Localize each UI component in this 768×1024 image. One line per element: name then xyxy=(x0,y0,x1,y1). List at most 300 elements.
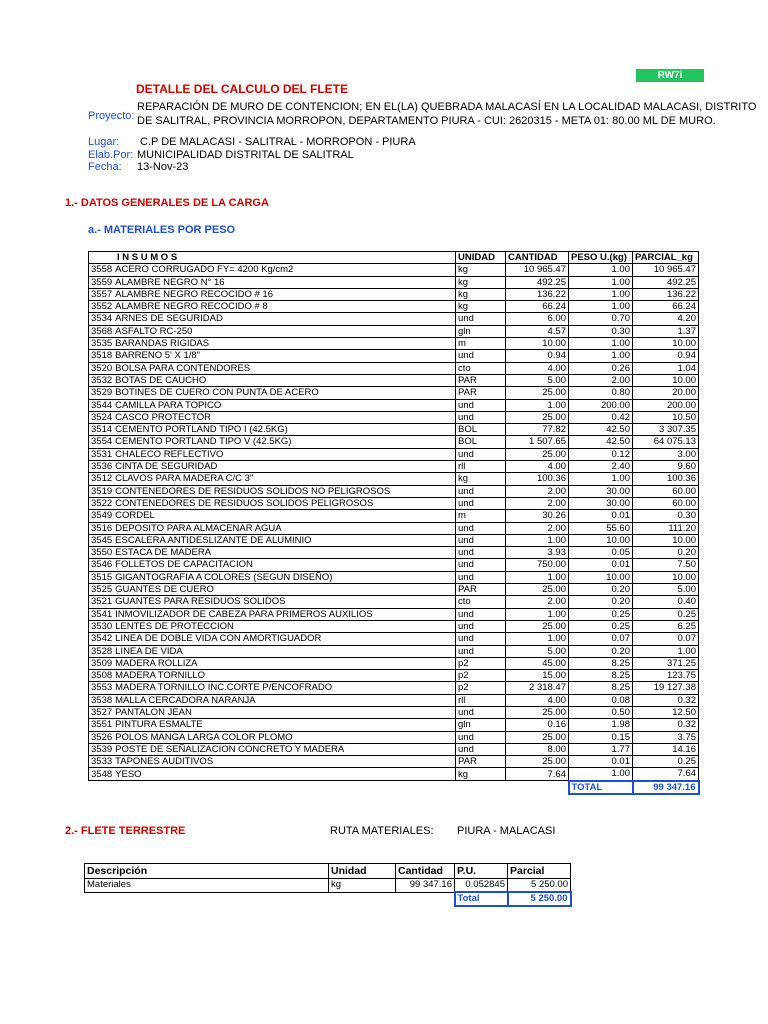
material-parcial: 7.64 xyxy=(633,768,699,781)
material-unit: BOL xyxy=(456,436,506,448)
material-code: 3545 xyxy=(91,534,113,546)
material-code: 3521 xyxy=(91,596,113,608)
material-code: 3550 xyxy=(91,547,113,559)
material-peso: 0.15 xyxy=(569,731,633,743)
material-code: 3557 xyxy=(91,288,113,300)
material-insumo-cell xyxy=(89,633,456,645)
material-peso: 0.01 xyxy=(569,756,633,768)
material-row xyxy=(89,313,699,325)
material-unit: und xyxy=(456,645,506,657)
lugar-label: Lugar: xyxy=(88,136,120,148)
material-peso: 0.30 xyxy=(569,325,633,337)
material-row xyxy=(89,682,699,694)
material-code: 3552 xyxy=(91,301,113,313)
material-unit: p2 xyxy=(456,670,506,682)
material-unit: BOL xyxy=(456,424,506,436)
material-parcial: 200.00 xyxy=(633,399,699,411)
material-insumo-cell xyxy=(89,338,456,350)
material-insumo-cell xyxy=(89,288,456,300)
material-name: BARRENO 5' X 1/8" xyxy=(115,350,201,362)
material-insumo-cell xyxy=(89,473,456,485)
material-row xyxy=(89,596,699,608)
material-insumo-cell xyxy=(89,461,456,473)
material-name: ASFALTO RC-250 xyxy=(115,325,193,337)
material-qty: 4.57 xyxy=(506,325,569,337)
material-name: LINEA DE VIDA xyxy=(115,645,183,657)
material-parcial: 0.32 xyxy=(633,694,699,706)
material-code: 3536 xyxy=(91,461,113,473)
flete-unit: kg xyxy=(329,879,396,893)
material-row xyxy=(89,399,699,411)
material-insumo-cell xyxy=(89,374,456,386)
material-parcial: 20.00 xyxy=(633,387,699,399)
material-name: BOTAS DE CAUCHO xyxy=(115,374,207,386)
material-insumo-cell xyxy=(89,559,456,571)
material-qty: 100.36 xyxy=(506,473,569,485)
material-peso: 0.20 xyxy=(569,645,633,657)
material-code: 3534 xyxy=(91,313,113,325)
material-qty: 2 318.47 xyxy=(506,682,569,694)
material-unit: und xyxy=(456,731,506,743)
material-qty: 750.00 xyxy=(506,559,569,571)
material-qty: 2.00 xyxy=(506,522,569,534)
material-unit: PAR xyxy=(456,387,506,399)
material-insumo-cell xyxy=(89,350,456,362)
material-code: 3558 xyxy=(91,264,113,276)
material-code: 3553 xyxy=(91,682,113,694)
material-parcial: 0.32 xyxy=(633,719,699,731)
material-name: CLAVOS PARA MADERA C/C 3" xyxy=(115,473,254,485)
material-unit: und xyxy=(456,411,506,423)
material-unit: und xyxy=(456,571,506,583)
material-qty: 25.00 xyxy=(506,411,569,423)
material-insumo-cell xyxy=(89,497,456,509)
material-insumo-cell xyxy=(89,719,456,731)
material-peso: 0.42 xyxy=(569,411,633,423)
material-peso: 0.26 xyxy=(569,362,633,374)
material-peso: 8.25 xyxy=(569,682,633,694)
material-name: ARNES DE SEGURIDAD xyxy=(115,313,223,325)
materials-table xyxy=(88,251,700,795)
material-row xyxy=(89,534,699,546)
material-code: 3548 xyxy=(91,768,113,780)
material-name: BARANDAS RIGIDAS xyxy=(115,338,210,350)
material-name: BOTINES DE CUERO CON PUNTA DE ACERO xyxy=(115,387,319,399)
material-name: DEPOSITO PARA ALMACENAR AGUA xyxy=(115,522,282,534)
material-parcial: 7.50 xyxy=(633,559,699,571)
material-parcial: 0.25 xyxy=(633,756,699,768)
material-name: TAPONES AUDITIVOS xyxy=(115,756,214,768)
material-qty: 1.00 xyxy=(506,633,569,645)
material-name: ESTACA DE MADERA xyxy=(115,547,212,559)
material-parcial: 66.24 xyxy=(633,301,699,313)
material-peso: 0.12 xyxy=(569,448,633,460)
material-peso: 1.00 xyxy=(569,288,633,300)
material-qty: 2.00 xyxy=(506,497,569,509)
material-unit: m xyxy=(456,510,506,522)
material-qty: 15.00 xyxy=(506,670,569,682)
material-unit: gln xyxy=(456,719,506,731)
material-unit: und xyxy=(456,620,506,632)
col-cantidad: CANTIDAD xyxy=(506,252,569,264)
material-peso: 55.60 xyxy=(569,522,633,534)
material-row xyxy=(89,411,699,423)
lugar-value: C.P DE MALACASI - SALITRAL - MORROPON - PIURA xyxy=(140,136,416,148)
material-parcial: 60.00 xyxy=(633,485,699,497)
material-unit: kg xyxy=(456,301,506,313)
material-peso: 0.70 xyxy=(569,313,633,325)
material-code: 3524 xyxy=(91,411,113,423)
material-parcial: 10.00 xyxy=(633,374,699,386)
material-peso: 0.08 xyxy=(569,694,633,706)
material-peso: 1.00 xyxy=(569,768,633,781)
material-qty: 77.82 xyxy=(506,424,569,436)
fecha-value: 13-Nov-23 xyxy=(137,161,189,173)
material-parcial: 0.07 xyxy=(633,633,699,645)
material-unit: cto xyxy=(456,362,506,374)
material-name: GUANTES DE CUERO xyxy=(115,584,214,596)
material-parcial: 10.00 xyxy=(633,338,699,350)
material-code: 3528 xyxy=(91,645,113,657)
material-insumo-cell xyxy=(89,325,456,337)
material-name: YESO xyxy=(115,768,142,780)
material-unit: rll xyxy=(456,694,506,706)
material-name: GUANTES PARA RESIDUOS SOLIDOS xyxy=(115,596,286,608)
material-row xyxy=(89,473,699,485)
material-peso: 0.25 xyxy=(569,620,633,632)
material-code: 3516 xyxy=(91,522,113,534)
material-peso: 1.00 xyxy=(569,338,633,350)
material-row xyxy=(89,743,699,755)
material-insumo-cell xyxy=(89,620,456,632)
material-unit: und xyxy=(456,399,506,411)
material-code: 3542 xyxy=(91,633,113,645)
flete-header-row xyxy=(85,864,571,879)
material-code: 3559 xyxy=(91,276,113,288)
material-unit: kg xyxy=(456,264,506,276)
material-code: 3551 xyxy=(91,719,113,731)
material-qty: 2.00 xyxy=(506,596,569,608)
material-row xyxy=(89,448,699,460)
material-qty: 1.00 xyxy=(506,534,569,546)
material-name: POLOS MANGA LARGA COLOR PLOMO xyxy=(115,731,293,743)
material-insumo-cell xyxy=(89,301,456,313)
material-parcial: 100.36 xyxy=(633,473,699,485)
material-parcial: 10.00 xyxy=(633,534,699,546)
material-peso: 1.77 xyxy=(569,743,633,755)
material-code: 3546 xyxy=(91,559,113,571)
material-unit: und xyxy=(456,534,506,546)
material-insumo-cell xyxy=(89,264,456,276)
material-parcial: 0.30 xyxy=(633,510,699,522)
material-row xyxy=(89,706,699,718)
flete-col-desc: Descripción xyxy=(85,864,329,879)
material-qty: 25.00 xyxy=(506,731,569,743)
material-code: 3539 xyxy=(91,743,113,755)
material-qty: 4.00 xyxy=(506,362,569,374)
material-row xyxy=(89,301,699,313)
material-peso: 0.20 xyxy=(569,584,633,596)
material-row xyxy=(89,485,699,497)
material-insumo-cell xyxy=(89,657,456,669)
material-insumo-cell xyxy=(89,411,456,423)
material-parcial: 3.75 xyxy=(633,731,699,743)
material-unit: und xyxy=(456,350,506,362)
flete-col-cantidad: Cantidad xyxy=(396,864,455,879)
material-peso: 0.07 xyxy=(569,633,633,645)
material-row xyxy=(89,620,699,632)
materials-header-row xyxy=(89,252,699,264)
material-name: BOLSA PARA CONTENDORES xyxy=(115,362,251,374)
material-qty: 10 965.47 xyxy=(506,264,569,276)
material-parcial: 10 965.47 xyxy=(633,264,699,276)
material-unit: und xyxy=(456,485,506,497)
material-unit: und xyxy=(456,547,506,559)
material-code: 3530 xyxy=(91,620,113,632)
material-name: MADERA TORNILLO INC.CORTE P/ENCOFRADO xyxy=(115,682,333,694)
material-parcial: 10.00 xyxy=(633,571,699,583)
flete-col-parcial: Parcial xyxy=(508,864,571,879)
material-unit: und xyxy=(456,497,506,509)
material-row xyxy=(89,645,699,657)
material-insumo-cell xyxy=(89,596,456,608)
material-peso: 0.01 xyxy=(569,559,633,571)
material-code: 3527 xyxy=(91,706,113,718)
material-qty: 1.00 xyxy=(506,399,569,411)
material-row xyxy=(89,276,699,288)
material-name: CEMENTO PORTLAND TIPO I (42.5KG) xyxy=(115,424,288,436)
material-name: CONTENEDORES DE RESIDUOS SOLIDOS PELIGROSOS xyxy=(115,497,374,509)
elab-value: MUNICIPALIDAD DISTRITAL DE SALITRAL xyxy=(137,149,354,161)
material-row xyxy=(89,559,699,571)
flete-row xyxy=(85,879,571,893)
flete-desc: Materiales xyxy=(85,879,329,893)
material-parcial: 19 127.38 xyxy=(633,682,699,694)
material-insumo-cell xyxy=(89,584,456,596)
material-peso: 1.00 xyxy=(569,301,633,313)
material-code: 3518 xyxy=(91,350,113,362)
material-peso: 0.05 xyxy=(569,547,633,559)
ruta-label: RUTA MATERIALES: xyxy=(330,825,434,837)
material-insumo-cell xyxy=(89,694,456,706)
material-unit: PAR xyxy=(456,374,506,386)
material-code: 3509 xyxy=(91,657,113,669)
material-code: 3568 xyxy=(91,325,113,337)
material-row xyxy=(89,374,699,386)
material-peso: 0.50 xyxy=(569,706,633,718)
material-parcial: 1.00 xyxy=(633,645,699,657)
section-1-heading: 1.- DATOS GENERALES DE LA CARGA xyxy=(65,197,269,209)
material-code: 3533 xyxy=(91,756,113,768)
material-peso: 200.00 xyxy=(569,399,633,411)
col-peso: PESO U.(kg) xyxy=(569,252,633,264)
material-parcial: 136.22 xyxy=(633,288,699,300)
material-peso: 1.00 xyxy=(569,350,633,362)
material-qty: 1.00 xyxy=(506,571,569,583)
material-insumo-cell xyxy=(89,448,456,460)
material-insumo-cell xyxy=(89,387,456,399)
material-insumo-cell xyxy=(89,682,456,694)
material-row xyxy=(89,497,699,509)
material-peso: 0.20 xyxy=(569,596,633,608)
material-insumo-cell xyxy=(89,424,456,436)
flete-total-value: 5 250.00 xyxy=(508,892,571,906)
material-qty: 1 507.65 xyxy=(506,436,569,448)
material-qty: 6.00 xyxy=(506,313,569,325)
material-qty: 30.26 xyxy=(506,510,569,522)
material-name: LENTES DE PROTECCION xyxy=(115,620,234,632)
material-qty: 25.00 xyxy=(506,584,569,596)
material-unit: kg xyxy=(456,473,506,485)
flete-total-row xyxy=(85,892,571,906)
material-peso: 0.80 xyxy=(569,387,633,399)
material-peso: 42.50 xyxy=(569,424,633,436)
material-code: 3544 xyxy=(91,399,113,411)
material-insumo-cell xyxy=(89,534,456,546)
col-unidad: UNIDAD xyxy=(456,252,506,264)
materials-total-row xyxy=(89,781,699,794)
material-insumo-cell xyxy=(89,362,456,374)
material-unit: kg xyxy=(456,276,506,288)
material-parcial: 14.16 xyxy=(633,743,699,755)
material-code: 3531 xyxy=(91,448,113,460)
material-insumo-cell xyxy=(89,276,456,288)
col-parcial: PARCIAL_kg xyxy=(633,252,699,264)
material-row xyxy=(89,768,699,781)
col-insumos: I N S U M O S xyxy=(89,252,456,264)
proyecto-label: Proyecto: xyxy=(88,110,135,122)
material-parcial: 0.40 xyxy=(633,596,699,608)
material-unit: gln xyxy=(456,325,506,337)
material-row xyxy=(89,362,699,374)
fecha-label: Fecha: xyxy=(88,161,122,173)
material-peso: 30.00 xyxy=(569,497,633,509)
material-qty: 25.00 xyxy=(506,448,569,460)
material-qty: 5.00 xyxy=(506,645,569,657)
material-parcial: 4.20 xyxy=(633,313,699,325)
material-name: ALAMBRE NEGRO RECOCIDO # 8 xyxy=(115,301,268,313)
proyecto-line2: DE SALITRAL, PROVINCIA MORROPON, DEPARTAMENTO PIURA - CUI: 2620315 - META 01: 80.00 ML DE MURO. xyxy=(137,115,716,127)
material-qty: 0.16 xyxy=(506,719,569,731)
subsection-a-heading: a.- MATERIALES POR PESO xyxy=(88,224,236,236)
material-unit: cto xyxy=(456,596,506,608)
material-qty: 136.22 xyxy=(506,288,569,300)
material-name: MADERA TORNILLO xyxy=(115,670,206,682)
material-insumo-cell xyxy=(89,743,456,755)
material-row xyxy=(89,510,699,522)
flete-qty: 99 347.16 xyxy=(396,879,455,893)
material-code: 3508 xyxy=(91,670,113,682)
flete-col-pu: P.U. xyxy=(455,864,508,879)
material-name: CORDEL xyxy=(115,510,155,522)
material-peso: 42.50 xyxy=(569,436,633,448)
material-row xyxy=(89,694,699,706)
material-row xyxy=(89,288,699,300)
material-row xyxy=(89,325,699,337)
material-name: CASCO PROTECTOR xyxy=(115,411,212,423)
page-title: DETALLE DEL CALCULO DEL FLETE xyxy=(136,82,348,96)
material-unit: p2 xyxy=(456,682,506,694)
material-insumo-cell xyxy=(89,510,456,522)
material-peso: 8.25 xyxy=(569,670,633,682)
material-qty: 4.00 xyxy=(506,694,569,706)
material-qty: 25.00 xyxy=(506,387,569,399)
material-insumo-cell xyxy=(89,522,456,534)
material-parcial: 64 075.13 xyxy=(633,436,699,448)
material-unit: und xyxy=(456,608,506,620)
material-name: CAMILLA PARA TOPICO xyxy=(115,399,222,411)
material-parcial: 12.50 xyxy=(633,706,699,718)
material-code: 3554 xyxy=(91,436,113,448)
material-name: PINTURA ESMALTE xyxy=(115,719,203,731)
material-row xyxy=(89,584,699,596)
material-row xyxy=(89,350,699,362)
material-code: 3526 xyxy=(91,731,113,743)
material-unit: p2 xyxy=(456,657,506,669)
material-unit: und xyxy=(456,743,506,755)
material-qty: 25.00 xyxy=(506,706,569,718)
material-code: 3549 xyxy=(91,510,113,522)
flete-col-unidad: Unidad xyxy=(329,864,396,879)
material-qty: 0.94 xyxy=(506,350,569,362)
material-code: 3519 xyxy=(91,485,113,497)
material-row xyxy=(89,719,699,731)
material-insumo-cell xyxy=(89,768,456,781)
material-unit: und xyxy=(456,633,506,645)
rw7i-badge: RW7i xyxy=(636,69,704,82)
material-unit: und xyxy=(456,313,506,325)
material-insumo-cell xyxy=(89,645,456,657)
elab-label: Elab.Por: xyxy=(88,149,134,161)
material-row xyxy=(89,338,699,350)
ruta-value: PIURA - MALACASI xyxy=(457,825,556,837)
material-code: 3522 xyxy=(91,497,113,509)
material-qty: 1.00 xyxy=(506,608,569,620)
material-code: 3525 xyxy=(91,584,113,596)
material-qty: 4.00 xyxy=(506,461,569,473)
material-peso: 30.00 xyxy=(569,485,633,497)
material-peso: 1.98 xyxy=(569,719,633,731)
material-insumo-cell xyxy=(89,547,456,559)
material-unit: kg xyxy=(456,288,506,300)
material-insumo-cell xyxy=(89,571,456,583)
material-code: 3529 xyxy=(91,387,113,399)
material-row xyxy=(89,731,699,743)
material-row xyxy=(89,424,699,436)
flete-pu: 0.052845 xyxy=(455,879,508,893)
material-name: MADERA ROLLIZA xyxy=(115,657,198,669)
material-insumo-cell xyxy=(89,756,456,768)
material-name: GIGANTOGRAFIA A COLORES (SEGUN DISEÑO) xyxy=(115,571,333,583)
material-qty: 3.93 xyxy=(506,547,569,559)
material-parcial: 5.00 xyxy=(633,584,699,596)
material-name: CEMENTO PORTLAND TIPO V (42.5KG) xyxy=(115,436,292,448)
material-row xyxy=(89,670,699,682)
material-row xyxy=(89,264,699,276)
material-name: FOLLETOS DE CAPACITACION xyxy=(115,559,253,571)
material-qty: 2.00 xyxy=(506,485,569,497)
material-code: 3520 xyxy=(91,362,113,374)
material-code: 3514 xyxy=(91,424,113,436)
material-qty: 5.00 xyxy=(506,374,569,386)
material-name: POSTE DE SEÑALIZACION CONCRETO Y MADERA xyxy=(115,743,345,755)
material-unit: rll xyxy=(456,461,506,473)
material-parcial: 371.25 xyxy=(633,657,699,669)
material-qty: 25.00 xyxy=(506,756,569,768)
material-peso: 8.25 xyxy=(569,657,633,669)
material-row xyxy=(89,522,699,534)
material-row xyxy=(89,547,699,559)
